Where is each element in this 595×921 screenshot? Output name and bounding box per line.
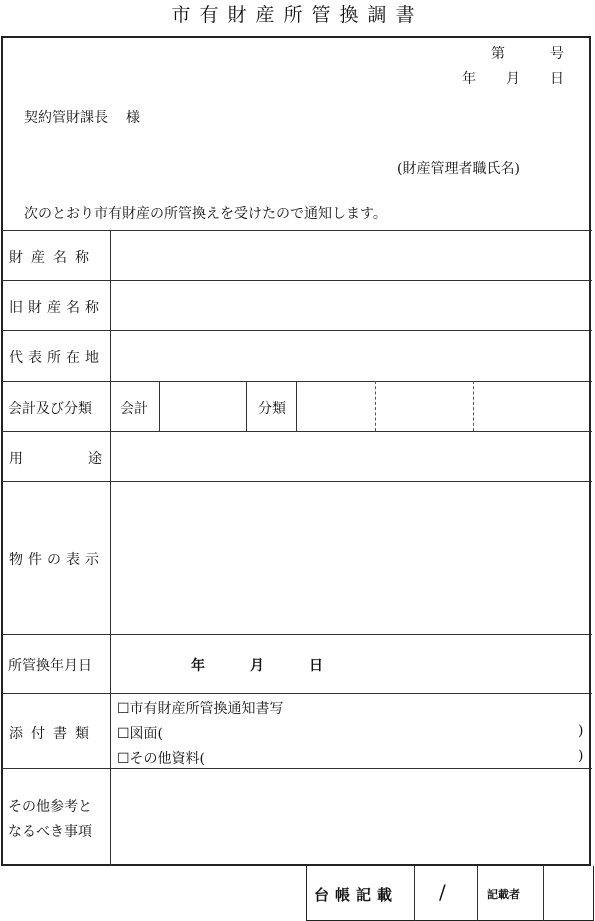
ledger-divider [414, 866, 415, 921]
transfer-year: 年 [191, 658, 205, 674]
usage-label-start: 用 [9, 451, 23, 467]
attachment-drawings[interactable]: ☐図面( [117, 726, 164, 742]
row-divider [2, 431, 592, 432]
row-divider [2, 768, 592, 769]
row-divider [2, 693, 592, 694]
account-label: 会計 [120, 401, 148, 417]
property-display-label: 物件の表示 [9, 552, 104, 568]
ledger-divider [543, 866, 544, 921]
recorder-label: 記載者 [487, 888, 520, 901]
row-divider [2, 634, 592, 635]
sender-title: (財産管理者職氏名) [397, 161, 520, 177]
row-divider [2, 330, 592, 331]
ledger-divider [477, 866, 478, 921]
other-notes-label-line1: その他参考と [8, 799, 92, 815]
class-label: 分類 [258, 401, 286, 417]
account-divider [159, 381, 160, 431]
date-day-label: 日 [550, 71, 564, 87]
addressee: 契約管財課長 [24, 110, 108, 126]
class-value-divider [296, 381, 297, 431]
transfer-day: 日 [309, 658, 323, 674]
transfer-month: 月 [250, 658, 264, 674]
row-divider [2, 481, 592, 482]
honorific: 様 [126, 110, 140, 126]
date-month-label: 月 [506, 71, 520, 87]
attachment-other-close: ) [578, 748, 584, 764]
usage-label-end: 途 [88, 451, 102, 467]
class-dashed-divider [375, 381, 376, 431]
page-title: 市有財産所管換調書 [171, 4, 424, 26]
property-name-label: 財産名称 [9, 250, 97, 266]
ledger-label: 台帳記載 [314, 886, 399, 904]
attachment-notice-copy[interactable]: ☐市有財産所管換通知書写 [117, 701, 284, 717]
transfer-date-label: 所管換年月日 [8, 658, 92, 674]
label-column-divider [110, 230, 111, 866]
row-divider [2, 230, 592, 231]
other-notes-label-line2: なるべき事項 [8, 824, 92, 840]
old-property-name-label: 旧財産名称 [9, 300, 104, 316]
class-label-divider [246, 381, 247, 431]
class-dashed-divider [473, 381, 474, 431]
attachment-other[interactable]: ☐その他資料( [117, 751, 206, 767]
account-class-label: 会計及び分類 [8, 401, 92, 417]
date-year-label: 年 [462, 71, 476, 87]
location-label: 代表所在地 [9, 350, 104, 366]
notice-text: 次のとおり市有財産の所管換えを受けたので通知します。 [24, 206, 387, 222]
row-divider [2, 280, 592, 281]
attachments-label: 添付書類 [9, 726, 97, 742]
attachment-drawings-close: ) [578, 723, 584, 739]
number-label: 第 [491, 46, 505, 62]
row-divider [2, 381, 592, 382]
ledger-slash: / [439, 880, 446, 904]
number-suffix: 号 [550, 46, 564, 62]
